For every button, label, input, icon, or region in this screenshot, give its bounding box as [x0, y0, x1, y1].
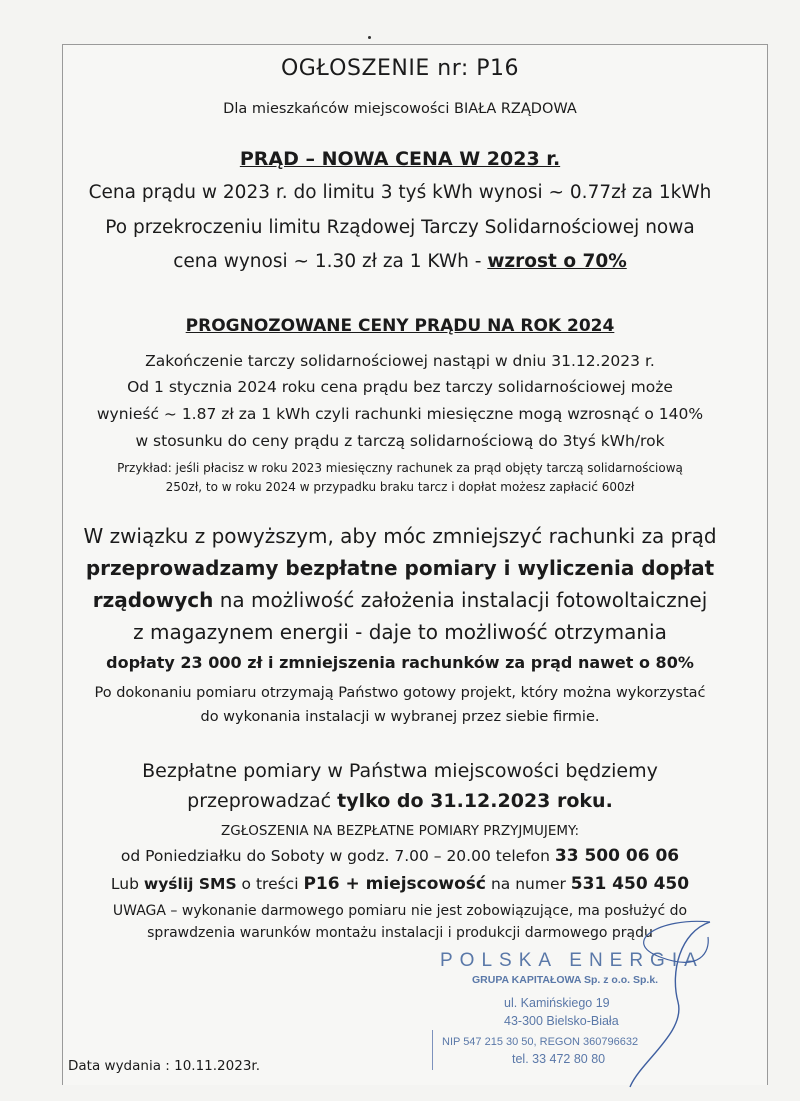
sms-highlight: wyślij SMS	[143, 875, 237, 893]
section1-line3-text: cena wynosi ~ 1.30 zł za 1 KWh -	[173, 251, 488, 272]
notice-title: OGŁOSZENIE nr: P16	[280, 56, 520, 81]
issue-date: Data wydania : 10.11.2023r.	[68, 1058, 261, 1074]
dot-mark	[368, 36, 371, 39]
signature-icon	[560, 912, 730, 1092]
section4-line2	[0, 790, 800, 812]
stamp-city: 43-300 Bielsko-Biała	[504, 1014, 619, 1028]
sms-prefix: Lub	[110, 875, 144, 893]
stamp-group: GRUPA KAPITAŁOWA Sp. z o.o. Sp.k.	[472, 974, 659, 986]
section2-heading: PROGNOZOWANE CENY PRĄDU NA ROK 2024	[185, 316, 615, 336]
section2-line2: Od 1 stycznia 2024 roku cena prądu bez tarczy solidarnościowej może	[127, 378, 673, 396]
stamp-street: ul. Kamińskiego 19	[504, 996, 610, 1010]
sms-code: P16 + miejscowość	[303, 874, 487, 894]
section4-line2-text: przeprowadzać	[187, 790, 338, 812]
section4-line5	[0, 874, 800, 894]
example-line2: 250zł, to w roku 2024 w przypadku braku tarcz i dopłat możesz zapłacić 600zł	[165, 480, 635, 494]
section3-line2: przeprowadzamy bezpłatne pomiary i wyliczenia dopłat	[85, 556, 715, 580]
section2-line4: w stosunku do ceny prądu z tarczą solidarnościową do 3tyś kWh/rok	[135, 432, 665, 450]
section4-line1: Bezpłatne pomiary w Państwa miejscowości będziemy	[142, 760, 658, 782]
section1-heading: PRĄD – NOWA CENA W 2023 r.	[239, 148, 561, 170]
phone-number: 33 500 06 06	[554, 846, 680, 866]
section2-line1: Zakończenie tarczy solidarnościowej nastąpi w dniu 31.12.2023 r.	[145, 352, 655, 370]
sms-content-label: o treści	[236, 875, 304, 893]
section1-line2: Po przekroczeniu limitu Rządowej Tarczy Solidarnościowej nowa	[105, 217, 695, 238]
section3-line3	[0, 588, 800, 612]
sms-number-label: na numer	[486, 875, 571, 893]
section3-line7: do wykonania instalacji w wybranej przez siebie firmie.	[200, 709, 600, 725]
stamp-tel: tel. 33 472 80 80	[512, 1052, 606, 1066]
notice-subtitle: Dla mieszkańców miejscowości BIAŁA RZĄDOWA	[223, 101, 577, 117]
section4-line3: ZGŁOSZENIA NA BEZPŁATNE POMIARY PRZYJMUJEMY:	[221, 823, 579, 839]
sms-number: 531 450 450	[570, 874, 690, 894]
section3-line3-text: na możliwość założenia instalacji fotowoltaicznej	[213, 588, 708, 612]
stamp-brand: POLSKA ENERGIA	[440, 950, 704, 971]
section1-line3	[0, 251, 800, 272]
hours-text: od Poniedziałku do Soboty w godz. 7.00 – 20.00 telefon	[120, 847, 555, 865]
section3-line6: Po dokonaniu pomiaru otrzymają Państwo gotowy projekt, który można wykorzystać	[94, 685, 706, 701]
section2-line3: wynieść ~ 1.87 zł za 1 kWh czyli rachunki miesięczne mogą wzrosnąć o 140%	[96, 405, 704, 423]
section4-line7: sprawdzenia warunków montażu instalacji i produkcji darmowego prądu	[147, 925, 653, 941]
section3-line5: dopłaty 23 000 zł i zmniejszenia rachunków za prąd nawet o 80%	[106, 653, 694, 672]
section3-line3-bold: rządowych	[92, 588, 214, 612]
section4-line6: UWAGA – wykonanie darmowego pomiaru nie jest zobowiązujące, ma posłużyć do	[112, 903, 688, 919]
increase-highlight: wzrost o 70%	[487, 251, 627, 272]
section3-line4: z magazynem energii - daje to możliwość otrzymania	[133, 620, 667, 644]
section4-line4	[0, 846, 800, 866]
section1-line1: Cena prądu w 2023 r. do limitu 3 tyś kWh wynosi ~ 0.77zł za 1kWh	[88, 182, 712, 203]
stamp-nip-regon: NIP 547 215 30 50, REGON 360796632	[442, 1036, 639, 1048]
deadline-highlight: tylko do 31.12.2023 roku.	[337, 790, 613, 812]
section3-line1: W związku z powyższym, aby móc zmniejszyć rachunki za prąd	[83, 524, 717, 548]
example-line1: Przykład: jeśli płacisz w roku 2023 miesięczny rachunek za prąd objęty tarczą solidarnościową	[117, 461, 683, 475]
